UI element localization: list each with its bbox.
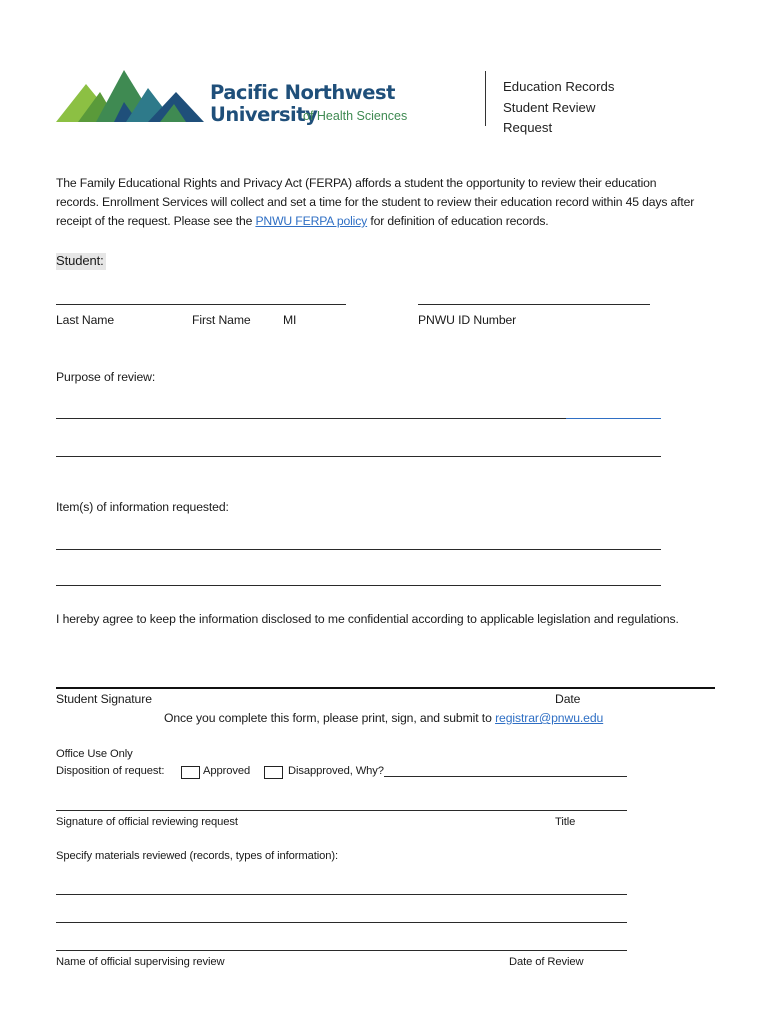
supervisor-line[interactable] — [56, 950, 627, 951]
university-logo — [56, 66, 416, 126]
items-line-2[interactable] — [56, 585, 661, 586]
submit-text: Once you complete this form, please print, sign, and submit to — [164, 711, 496, 725]
purpose-line-2[interactable] — [56, 456, 661, 457]
review-date-label: Date of Review — [509, 956, 584, 968]
last-name-label: Last Name — [56, 313, 115, 327]
items-label: Item(s) of information requested: — [56, 500, 229, 514]
mi-label: MI — [283, 313, 297, 327]
registrar-email-link[interactable]: registrar@pnwu.edu — [495, 711, 604, 725]
student-signature-label: Student Signature — [56, 692, 152, 706]
logo-subtitle: of Health Sciences — [303, 109, 408, 123]
name-line[interactable] — [56, 304, 346, 305]
intro-paragraph — [56, 174, 696, 231]
reviewer-signature-line[interactable] — [56, 810, 627, 811]
purpose-line-1[interactable] — [56, 418, 566, 419]
materials-line-1[interactable] — [56, 894, 627, 895]
disapproved-label: Disapproved, Why? — [288, 765, 384, 777]
mountains-logo-icon — [56, 66, 206, 124]
header-divider — [485, 71, 486, 126]
ferpa-policy-link[interactable]: PNWU FERPA policy — [255, 214, 368, 228]
agreement-text: I hereby agree to keep the information disclosed to me confidential according to applicable legislation and regulations. — [56, 612, 679, 626]
logo-university: University — [210, 103, 318, 126]
logo-title: Pacific Northwest — [210, 81, 395, 104]
purpose-line-1-end — [566, 418, 661, 419]
approved-checkbox[interactable] — [181, 766, 200, 779]
student-heading: Student: — [56, 253, 104, 268]
first-name-label: First Name — [192, 313, 251, 327]
date-label: Date — [555, 692, 581, 706]
purpose-label: Purpose of review: — [56, 370, 156, 384]
approved-label: Approved — [203, 765, 251, 777]
form-title — [503, 77, 614, 139]
intro-text-end: for definition of education records. — [367, 214, 549, 228]
title-label: Title — [555, 816, 576, 828]
disapproved-reason-line[interactable] — [384, 776, 627, 777]
intro-text: The Family Educational Rights and Privacy Act (FERPA) affords a student the opportunity to review their education records. Enrollment Services will collect and set a time for the student to review their education record within 45 days after receipt of the request. Please see the — [56, 176, 695, 228]
disposition-label: Disposition of request: — [56, 765, 165, 777]
materials-label: Specify materials reviewed (records, types of information): — [56, 850, 338, 862]
form-title-line-3: Request — [503, 120, 553, 135]
signature-line[interactable] — [56, 687, 715, 689]
disapproved-checkbox[interactable] — [264, 766, 283, 779]
id-line[interactable] — [418, 304, 650, 305]
supervisor-label: Name of official supervising review — [56, 956, 225, 968]
reviewer-signature-label: Signature of official reviewing request — [56, 816, 238, 828]
materials-line-2[interactable] — [56, 922, 627, 923]
office-use-heading: Office Use Only — [56, 748, 133, 760]
form-title-line-1: Education Records — [503, 79, 615, 94]
id-label: PNWU ID Number — [418, 313, 517, 327]
submit-instructions — [164, 711, 603, 725]
items-line-1[interactable] — [56, 549, 661, 550]
form-title-line-2: Student Review — [503, 99, 596, 115]
